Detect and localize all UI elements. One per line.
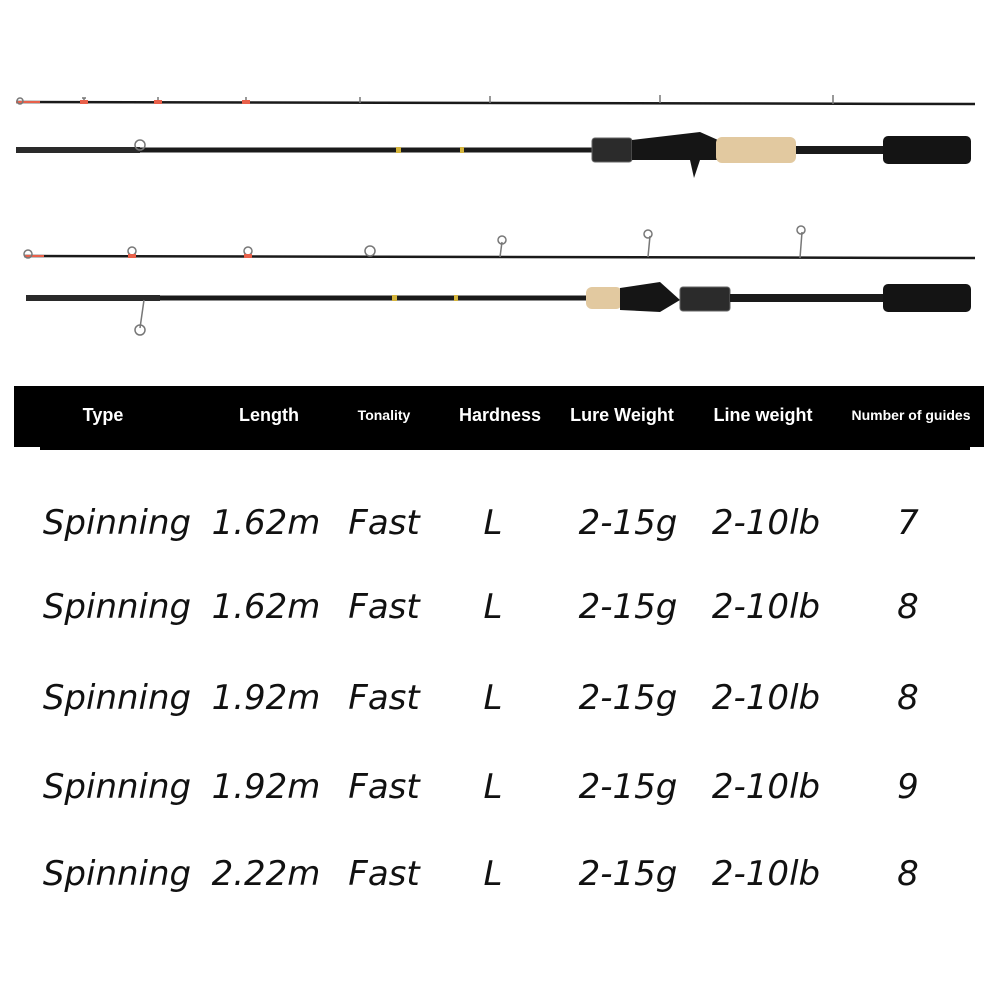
cell-line-weight: 2-10lb xyxy=(711,767,821,807)
header-tonality: Tonality xyxy=(357,407,411,423)
casting-rod-butt-section xyxy=(16,132,971,178)
spinning-rod-butt-section xyxy=(26,282,971,335)
header-lure-weight: Lure Weight xyxy=(570,405,674,425)
cell-lure-weight: 2-15g xyxy=(578,678,678,718)
casting-rod-tip-section xyxy=(16,95,975,104)
cell-guides: 8 xyxy=(897,678,919,718)
cell-hardness: L xyxy=(483,767,503,807)
table-row xyxy=(0,678,1000,738)
cell-type: Spinning xyxy=(42,503,192,543)
header-divider xyxy=(40,447,970,450)
fishing-rods-illustration xyxy=(0,0,1000,360)
cell-type: Spinning xyxy=(42,587,192,627)
cell-guides: 9 xyxy=(897,767,919,807)
cell-guides: 8 xyxy=(897,854,919,894)
cell-tonality: Fast xyxy=(348,587,420,627)
header-length: Length xyxy=(239,405,299,425)
cell-line-weight: 2-10lb xyxy=(711,678,821,718)
cell-length: 1.92m xyxy=(211,767,321,807)
cell-guides: 7 xyxy=(897,503,919,543)
cell-length: 1.62m xyxy=(211,587,321,627)
cell-lure-weight: 2-15g xyxy=(578,587,678,627)
cell-tonality: Fast xyxy=(348,767,420,807)
cell-line-weight: 2-10lb xyxy=(711,503,821,543)
cell-tonality: Fast xyxy=(348,854,420,894)
table-row xyxy=(0,854,1000,914)
cell-lure-weight: 2-15g xyxy=(578,503,678,543)
header-hardness: Hardness xyxy=(458,405,542,425)
cell-type: Spinning xyxy=(42,767,192,807)
cell-tonality: Fast xyxy=(348,678,420,718)
cell-guides: 8 xyxy=(897,587,919,627)
cell-hardness: L xyxy=(483,587,503,627)
spinning-rod-tip-section xyxy=(24,226,975,258)
spec-table-header xyxy=(14,386,984,447)
cell-lure-weight: 2-15g xyxy=(578,854,678,894)
cell-line-weight: 2-10lb xyxy=(711,854,821,894)
header-number-of-guides: Number of guides xyxy=(851,407,971,423)
table-row xyxy=(0,767,1000,827)
cell-length: 2.22m xyxy=(211,854,321,894)
cell-line-weight: 2-10lb xyxy=(711,587,821,627)
cell-hardness: L xyxy=(483,678,503,718)
cell-hardness: L xyxy=(483,854,503,894)
table-row xyxy=(0,503,1000,563)
cell-lure-weight: 2-15g xyxy=(578,767,678,807)
cell-type: Spinning xyxy=(42,678,192,718)
cell-tonality: Fast xyxy=(348,503,420,543)
header-line-weight: Line weight xyxy=(713,405,813,425)
cell-hardness: L xyxy=(483,503,503,543)
cell-length: 1.92m xyxy=(211,678,321,718)
cell-type: Spinning xyxy=(42,854,192,894)
header-type: Type xyxy=(82,405,124,425)
table-row xyxy=(0,587,1000,647)
cell-length: 1.62m xyxy=(211,503,321,543)
